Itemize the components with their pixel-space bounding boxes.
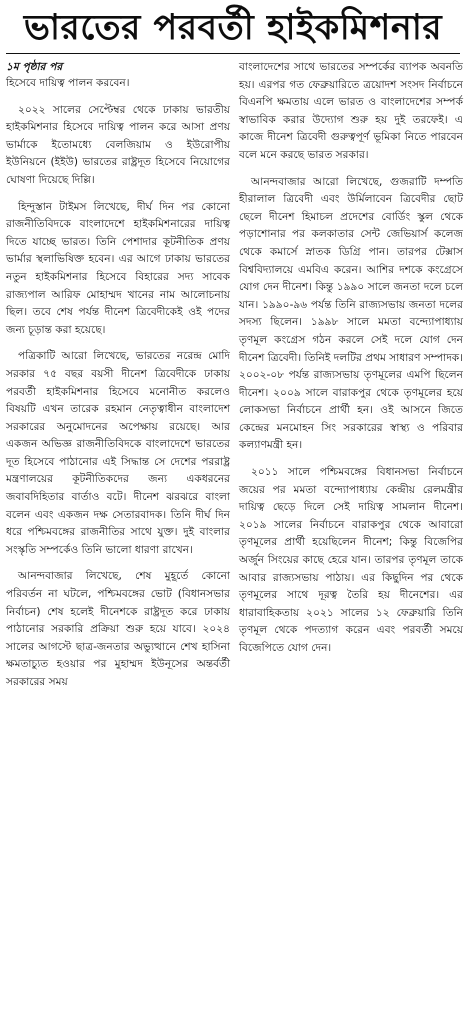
continued-from-page-1-label: ১ম পৃষ্ঠার পর <box>6 61 63 73</box>
paragraph: বাংলাদেশের সাথে ভারতের সম্পর্কের ব্যাপক অবনতি হয়। এরপর গত ফেব্রুয়ারিতে ত্রয়োদশ সংসদ নির্বাচনে বিএনপি ক্ষমতায় এলে ভারত ও বাংলাদেশের সম্পর্ক স্বাভাবিক করার উদ্যোগ শুরু হয় দুই তরফেই। এ কাজে দীনেশ ত্রিবেদী গুরুত্বপূর্ণ ভূমিকা নিতে পারবেন বলে মনে করছে ভারত সরকার। <box>239 61 463 161</box>
right-column <box>239 59 463 701</box>
paragraph: হিন্দুস্তান টাইমস লিখেছে, দীর্ঘ দিন পর কোনো রাজনীতিবিদকে বাংলাদেশে হাইকমিশনারের দায়িত্ব দিতে যাচ্ছে ভারত। তিনি পেশাদার কূটনীতিক প্রণয় ভার্মার স্থলাভিষিক্ত হবেন। এর আগে ঢাকায় ভারতের নতুন হাইকমিশনার হিসেবে বিহারের সদ্য সাবেক রাজ্যপাল আরিফ মোহাম্মদ খানের নাম আলোচনায় ছিল। তবে শেষ পর্যন্ত দীনেশ ত্রিবেদীকেই ওই পদের জন্য চূড়ান্ত করা হয়েছে। <box>6 200 230 336</box>
paragraph: পত্রিকাটি আরো লিখেছে, ভারতের নরেন্দ্র মোদি সরকার ৭৫ বছর বয়সী দীনেশ ত্রিবেদীকে ঢাকায় পরবর্তী হাইকমিশনার হিসেবে মনোনীত করলেও বিষয়টি এখন তারেক রহমান নেতৃত্বাধীন বাংলাদেশ সরকারের অনুমোদনের অপেক্ষায় রয়েছে। আর একজন অভিজ্ঞ রাজনীতিবিদকে বাংলাদেশে ভারতের দূত হিসেবে পাঠানোর এই সিদ্ধান্ত সে দেশের পররাষ্ট্র মন্ত্রণালয়ের কূটনীতিকদের জন্য একধরনের জবাবদিহিতার বার্তাও বটে। দীনেশ ঝরঝরে বাংলা বলেন এবং একজন দক্ষ সেতারবাদক। তিনি দীর্ঘ দিন ধরে পশ্চিমবঙ্গের রাজনীতির সাথে যুক্ত। দুই বাংলার সংস্কৃতি সম্পর্কেও তিনি ভালো ধারণা রাখেন। <box>6 350 230 556</box>
paragraph: আনন্দবাজার আরো লিখেছে, গুজরাটি দম্পতি হীরালাল ত্রিবেদী এবং উর্মিলাবেন ত্রিবেদীর ছোট ছেলে দীনেশ হিমাচল প্রদেশের বোর্ডিং স্কুল থেকে পড়াশোনার পর কলকাতার সেন্ট জেভিয়ার্স কলেজ থেকে কমার্সে স্নাতক ডিগ্রি পান। তারপর টেক্সাস বিশ্ববিদ্যালয়ে এমবিএ করেন। আশির দশকে কংগ্রেসে যোগ দেন দীনেশ। কিন্তু ১৯৯০ সালে জনতা দলে চলে যান। ১৯৯০-৯৬ পর্যন্ত তিনি রাজ্যসভায় জনতা দলের সদস্য ছিলেন। ১৯৯৮ সালে মমতা বন্দ্যোপাধ্যায় তৃণমূল কংগ্রেস গঠন করলে সেই দলে যোগ দেন দীনেশ ত্রিবেদী। তিনিই দলটির প্রথম সাধারণ সম্পাদক। ২০০২-০৮ পর্যন্ত রাজ্যসভায় তৃণমূলের এমপি ছিলেন দীনেশ। ২০০৯ সালে বারাকপুর থেকে তৃণমূলের হয়ে লোকসভা নির্বাচনে প্রার্থী হন। ওই আসনে জিতে কেন্দ্রের মনমোহন সিং সরকারের স্বাস্থ্য ও পরিবার কল্যাণমন্ত্রী হন। <box>239 175 464 452</box>
paragraph: হিসেবে দায়িত্ব পালন করবেন। <box>6 77 130 89</box>
paragraph: ২০১১ সালে পশ্চিমবঙ্গের বিধানসভা নির্বাচনে জয়ের পর মমতা বন্দ্যোপাধ্যায় কেন্দ্রীয় রেলমন্ত্রীর দায়িত্ব ছেড়ে দিলে সেই দায়িত্ব সামলান দীনেশ। ২০১৯ সালের নির্বাচনে বারাকপুর থেকে আবারো তৃণমূলের প্রার্থী হয়েছিলেন দীনেশ; কিন্তু বিজেপির অর্জুন সিংয়ের কাছে হেরে যান। তারপর তৃণমূল তাকে আবার রাজ্যসভায় পাঠায়। এর কিছুদিন পর থেকে তৃণমূলের সাথে দূরত্ব তৈরি হয় দীনেশের। এর ধারাবাহিকতায় ২০২১ সালের ১২ ফেব্রুয়ারি তিনি তৃণমূল থেকে পদত্যাগ করেন এবং পরবর্তী সময়ে বিজেপিতে যোগ দেন। <box>239 466 463 654</box>
kicker-line <box>6 59 230 75</box>
article-body <box>6 59 464 701</box>
paragraph: আনন্দবাজার লিখেছে, শেষ মুহূর্তে কোনো পরিবর্তন না ঘটলে, পশ্চিমবঙ্গের ভোট (বিধানসভার নির্বাচন) শেষ হলেই দীনেশকে রাষ্ট্রদূত করে ঢাকায় পাঠানোর সরকারি প্রক্রিয়া শুরু হয়ে যাবে। ২০২৪ সালের আগস্টে ছাত্র-জনতার অভ্যুত্থানে শেখ হাসিনা ক্ষমতাচ্যুত হওয়ার পর মুহাম্মদ ইউনূসের অন্তর্বর্তী সরকারের সময় <box>6 570 230 688</box>
paragraph: ২০২২ সালের সেপ্টেম্বর থেকে ঢাকায় ভারতীয় হাইকমিশনার হিসেবে দায়িত্ব পালন করে আসা প্রণয় ভার্মাকে ইতোমধ্যে বেলজিয়াম ও ইউরোপীয় ইউনিয়নে (ইইউ) ভারতের রাষ্ট্রদূত হিসেবে নিয়োগের ঘোষণা দিয়েছে দিল্লি। <box>6 103 230 186</box>
left-column <box>6 59 230 701</box>
headline: ভারতের পরবর্তী হাইকমিশনার <box>6 6 460 54</box>
